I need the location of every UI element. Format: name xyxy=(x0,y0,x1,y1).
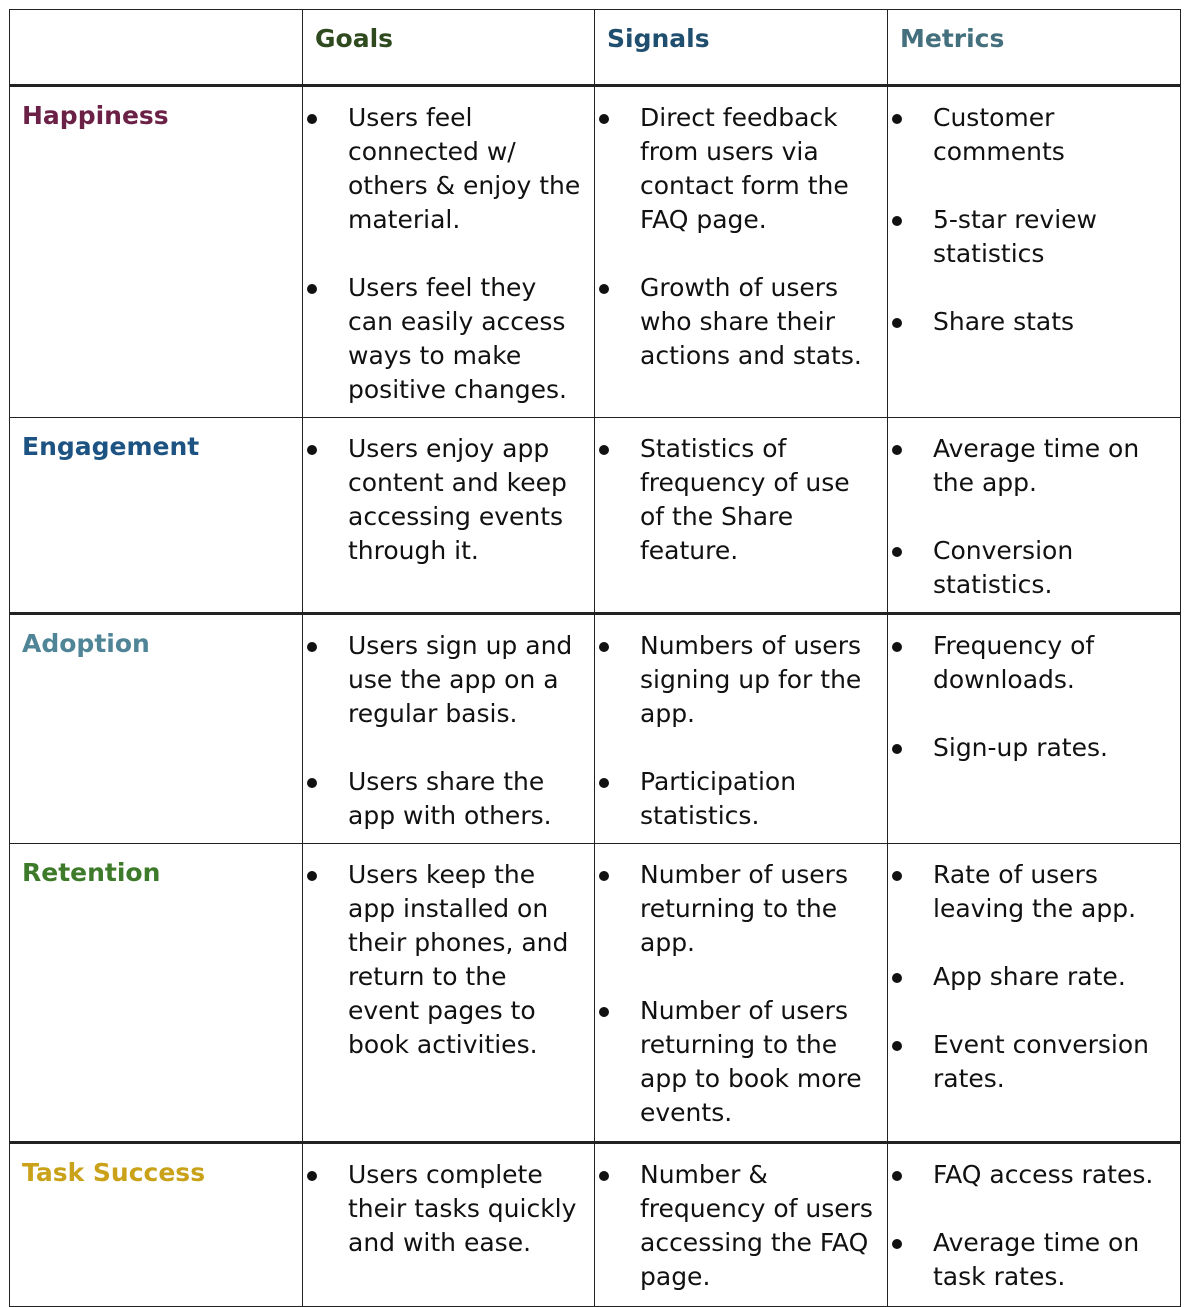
list-item: Number & frequency of users accessing the FAQ page. xyxy=(595,1158,877,1294)
goals-cell xyxy=(303,614,595,844)
list-item: Growth of users who share their actions and stats. xyxy=(595,271,877,373)
metrics-list xyxy=(888,1144,1180,1294)
list-item: Event conversion rates. xyxy=(888,1028,1170,1096)
metrics-list xyxy=(888,418,1180,602)
goals-list xyxy=(303,615,594,833)
list-item: Users share the app with others. xyxy=(303,765,584,833)
goals-list xyxy=(303,418,594,568)
goals-cell xyxy=(303,1143,595,1307)
heart-framework-table xyxy=(9,9,1181,1307)
list-item: Sign-up rates. xyxy=(888,731,1170,765)
metrics-cell xyxy=(888,1143,1181,1307)
goals-cell xyxy=(303,86,595,418)
signals-cell xyxy=(595,86,888,418)
list-item: Number of users returning to the app to book more events. xyxy=(595,994,877,1130)
metrics-list xyxy=(888,87,1180,339)
metrics-list xyxy=(888,615,1180,765)
list-item: Conversion statistics. xyxy=(888,534,1170,602)
table-row xyxy=(10,614,1181,844)
signals-header: Signals xyxy=(595,10,888,86)
list-item: Users sign up and use the app on a regular basis. xyxy=(303,629,584,731)
table-row xyxy=(10,1143,1181,1307)
signals-list xyxy=(595,615,887,833)
metrics-list xyxy=(888,844,1180,1096)
metrics-cell xyxy=(888,844,1181,1143)
list-item: Participation statistics. xyxy=(595,765,877,833)
row-label-retention: Retention xyxy=(10,844,303,1143)
signals-cell xyxy=(595,1143,888,1307)
row-label-happiness: Happiness xyxy=(10,86,303,418)
signals-cell xyxy=(595,614,888,844)
goals-cell xyxy=(303,418,595,614)
list-item: Users feel connected w/ others & enjoy the material. xyxy=(303,101,584,237)
signals-list xyxy=(595,1144,887,1294)
goals-list xyxy=(303,87,594,407)
list-item: Users keep the app installed on their phones, and return to the event pages to book activities. xyxy=(303,858,584,1062)
list-item: Average time on the app. xyxy=(888,432,1170,500)
list-item: Numbers of users signing up for the app. xyxy=(595,629,877,731)
metrics-cell xyxy=(888,86,1181,418)
list-item: Average time on task rates. xyxy=(888,1226,1170,1294)
header-row xyxy=(10,10,1181,86)
list-item: Direct feedback from users via contact form the FAQ page. xyxy=(595,101,877,237)
metrics-header: Metrics xyxy=(888,10,1181,86)
signals-list xyxy=(595,418,887,568)
list-item: FAQ access rates. xyxy=(888,1158,1170,1192)
signals-list xyxy=(595,87,887,373)
list-item: Users feel they can easily access ways to make positive changes. xyxy=(303,271,584,407)
table-row xyxy=(10,86,1181,418)
row-label-adoption: Adoption xyxy=(10,614,303,844)
signals-list xyxy=(595,844,887,1130)
row-label-engagement: Engagement xyxy=(10,418,303,614)
list-item: Users enjoy app content and keep accessing events through it. xyxy=(303,432,584,568)
list-item: Share stats xyxy=(888,305,1170,339)
signals-cell xyxy=(595,844,888,1143)
list-item: Customer comments xyxy=(888,101,1170,169)
list-item: Rate of users leaving the app. xyxy=(888,858,1170,926)
list-item: Frequency of downloads. xyxy=(888,629,1170,697)
table-row xyxy=(10,844,1181,1143)
list-item: 5-star review statistics xyxy=(888,203,1170,271)
corner-cell xyxy=(10,10,303,86)
row-label-task-success: Task Success xyxy=(10,1143,303,1307)
table-row xyxy=(10,418,1181,614)
list-item: Users complete their tasks quickly and with ease. xyxy=(303,1158,584,1260)
metrics-cell xyxy=(888,614,1181,844)
list-item: Statistics of frequency of use of the Share feature. xyxy=(595,432,877,568)
goals-list xyxy=(303,844,594,1062)
list-item: Number of users returning to the app. xyxy=(595,858,877,960)
goals-cell xyxy=(303,844,595,1143)
list-item: App share rate. xyxy=(888,960,1170,994)
signals-cell xyxy=(595,418,888,614)
metrics-cell xyxy=(888,418,1181,614)
goals-header: Goals xyxy=(303,10,595,86)
goals-list xyxy=(303,1144,594,1260)
